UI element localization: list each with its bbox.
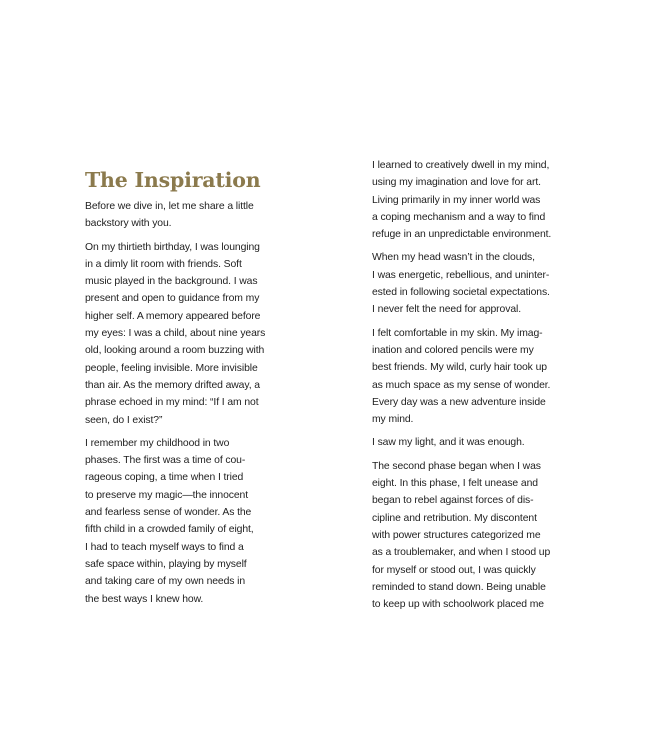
text-line: rageous coping, a time when I tried xyxy=(85,472,244,484)
paragraph xyxy=(85,198,285,233)
text-line: I learned to creatively dwell in my mind, xyxy=(372,160,550,171)
text-line: cipline and retribution. My discontent xyxy=(372,512,537,524)
text-line: than air. As the memory drifted away, a xyxy=(85,379,260,391)
text-line: using my imagination and love for art. xyxy=(372,177,541,189)
text-line: phases. The first was a time of cou- xyxy=(85,455,246,467)
text-line: I saw my light, and it was enough. xyxy=(372,437,525,449)
text-line: refuge in an unpredictable environment. xyxy=(372,229,552,241)
text-line: best friends. My wild, curly hair took up xyxy=(372,362,547,374)
paragraph xyxy=(372,458,577,614)
text-line: higher self. A memory appeared before xyxy=(85,310,261,322)
text-line: I never felt the need for approval. xyxy=(372,304,521,316)
text-line: and taking care of my own needs in xyxy=(85,576,246,588)
text-line: began to rebel against forces of dis- xyxy=(372,495,534,507)
right-column-body xyxy=(372,157,577,613)
text-line: phrase echoed in my mind: “If I am not xyxy=(85,397,259,409)
text-line: my mind. xyxy=(372,414,414,426)
text-line: reminded to stand down. Being unable xyxy=(372,581,546,593)
paragraph xyxy=(372,434,577,451)
text-line: seen, do I exist?” xyxy=(85,414,163,426)
text-line: old, looking around a room buzzing with xyxy=(85,345,265,357)
paragraph xyxy=(85,239,285,429)
left-column xyxy=(85,162,285,614)
text-line: I felt comfortable in my skin. My imag- xyxy=(372,327,543,339)
text-line: Living primarily in my inner world was xyxy=(372,194,541,206)
paragraph xyxy=(85,435,285,608)
text-line: backstory with you. xyxy=(85,218,172,230)
text-line: present and open to guidance from my xyxy=(85,293,260,305)
text-line: to keep up with schoolwork placed me xyxy=(372,599,544,611)
text-line: and fearless sense of wonder. As the xyxy=(85,507,252,519)
text-line: in a dimly lit room with friends. Soft xyxy=(85,258,242,270)
paragraph xyxy=(372,157,577,243)
text-line: as much space as my sense of wonder. xyxy=(372,379,551,391)
text-line: music played in the background. I was xyxy=(85,276,258,288)
text-line: eight. In this phase, I felt unease and xyxy=(372,478,538,490)
text-line: I remember my childhood in two xyxy=(85,437,230,449)
text-line: a coping mechanism and a way to find xyxy=(372,211,546,223)
text-line: as a troublemaker, and when I stood up xyxy=(372,547,551,559)
text-line: for myself or stood out, I was quickly xyxy=(372,564,536,576)
text-line: The second phase began when I was xyxy=(372,460,541,472)
text-line: with power structures categorized me xyxy=(372,529,541,541)
text-line: to preserve my magic—the innocent xyxy=(85,489,249,501)
text-line: Before we dive in, let me share a little xyxy=(85,201,254,212)
text-line: people, feeling invisible. More invisible xyxy=(85,362,258,374)
text-line: I was energetic, rebellious, and uninter- xyxy=(372,269,550,281)
text-line: fifth child in a crowded family of eight, xyxy=(85,524,254,536)
text-line: I had to teach myself ways to find a xyxy=(85,541,244,553)
text-line: the best ways I knew how. xyxy=(85,593,204,605)
right-column xyxy=(372,157,577,619)
left-column-body xyxy=(85,198,285,608)
paragraph xyxy=(372,325,577,429)
text-line: When my head wasn’t in the clouds, xyxy=(372,252,535,264)
paragraph xyxy=(372,249,577,318)
text-line: Every day was a new adventure inside xyxy=(372,396,546,408)
text-line: my eyes: I was a child, about nine years xyxy=(85,328,266,340)
chapter-title: The Inspiration xyxy=(85,168,261,192)
text-line: On my thirtieth birthday, I was lounging xyxy=(85,241,260,253)
text-line: ination and colored pencils were my xyxy=(372,344,534,356)
text-line: safe space within, playing by myself xyxy=(85,558,247,570)
text-line: ested in following societal expectations. xyxy=(372,287,550,299)
